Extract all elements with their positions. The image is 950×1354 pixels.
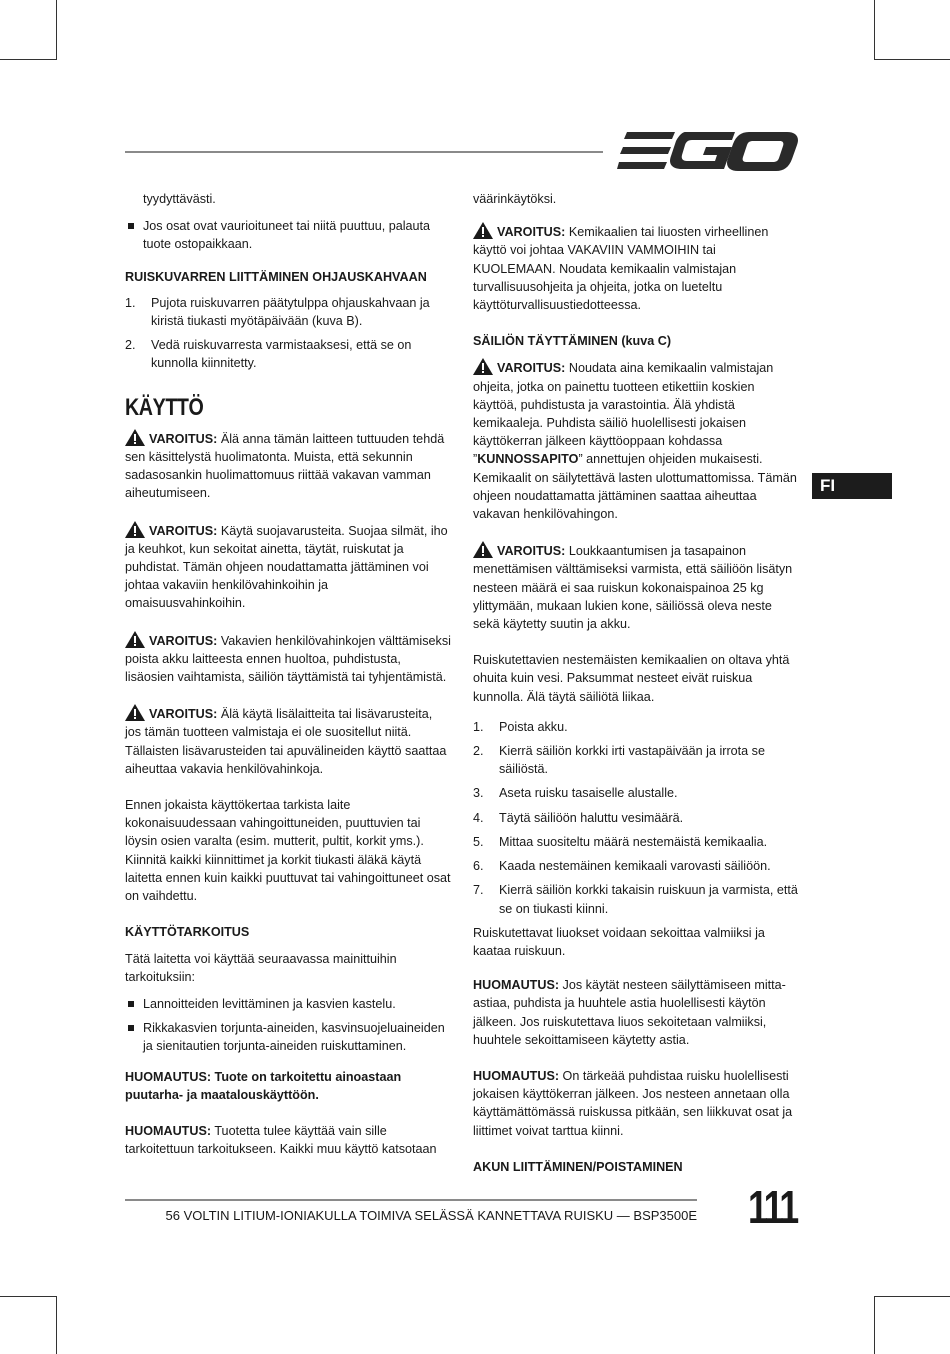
list-item [125, 294, 451, 330]
step-text: Pujota ruiskuvarren päätytulppa ohjauskahvaan ja kiristä tiukasti myötäpäivään (kuva B). [151, 295, 430, 329]
step-text: Poista akku. [499, 719, 568, 734]
list-item: Jos osat ovat vaurioituneet tai niitä puuttuu, palauta tuote ostopaikkaan. [125, 217, 451, 253]
note-text: On tärkeää puhdistaa ruisku huolellisesti jokaisen käyttökerran jälkeen. Jos nesteen annetaan olla käyttämättömässä ruiskussa pitkään, sen liikkuvat osat ja liittimet voivat tarttua kiinni. [473, 1068, 793, 1138]
step-number: 5. [473, 834, 484, 849]
note-block [125, 1068, 451, 1104]
list-item [473, 718, 799, 736]
warning-icon [125, 521, 145, 538]
step-text: Vedä ruiskuvarresta varmistaaksesi, että se on kunnolla kiinnitetty. [151, 338, 412, 371]
warning-block [125, 429, 451, 503]
step-number: 2. [473, 744, 484, 759]
crop-mark [874, 0, 875, 60]
paragraph: Ennen jokaista käyttökertaa tarkista laite kokonaisuudessaan vahingoittuneiden, puuttuvien tai löysin osien varalta (esim. mutterit, pultit, korkit yms.). Kiinnitä kaikki kiinnittimet ja korkit tiukasti äläkä käytä laitetta ennen kuin kaikki puuttuvat tai vahingoittuneet osat on vaihdettu. [125, 798, 451, 904]
language-tab: FI [812, 473, 892, 499]
step-number: 1. [473, 719, 484, 734]
paragraph: Ruiskutettavien nestemäisten kemikaalien on oltava yhtä ohuita kuin vesi. Paksummat nesteet eivät ruiskua kunnolla. Älä täytä säiliötä liikaa. [473, 653, 790, 704]
list-item [473, 742, 799, 778]
step-text: Aseta ruisku tasaiselle alustalle. [499, 786, 678, 801]
chapter-heading: KÄYTTÖ [125, 393, 204, 421]
note-label: HUOMAUTUS: [125, 1123, 212, 1138]
warning-block [473, 358, 799, 523]
warning-text: Noudata aina kemikaalin valmistajan ohjeita, jotka on painettu tuotteen etikettiin koskien käyttöä, puhdistusta ja varastointia. Älä yhdistä kemikaaleja. Puhdista säiliö huolellisesti jokaisen käyttökerran jälkeen käyttöoppaan kohdassa ” [473, 361, 774, 467]
footer-title: 56 VOLTIN LITIUM-IONIAKULLA TOIMIVA SELÄSSÄ KANNETTAVA RUISKU — BSP3500E [165, 1208, 697, 1223]
left-column [125, 190, 451, 1176]
step-text: Kierrä säiliön korkki irti vastapäivään ja irrota se säiliöstä. [499, 744, 765, 777]
warning-label: VAROITUS: [149, 431, 218, 446]
warning-block [473, 541, 799, 633]
continued-text: tyydyttävästi. [143, 192, 216, 206]
warning-label: VAROITUS: [149, 633, 218, 648]
step-number: 7. [473, 883, 484, 898]
footer-rule [125, 1199, 697, 1201]
list-item [473, 857, 799, 875]
warning-text: Loukkaantumisen ja tasapainon menettämisen välttämiseksi varmista, että säiliöön lisätyn nesteen määrä ei saa ruiskun kokonaispainoa 25 kg ylittymään, mukaan lukien kone, säiliössä oleva neste sekä käytetty suutin ja akku. [473, 544, 793, 632]
step-text: Kaada nestemäinen kemikaali varovasti säiliöön. [499, 859, 771, 874]
list-item [473, 809, 799, 827]
warning-icon [473, 358, 493, 375]
step-text: Mittaa suositeltu määrä nestemäistä kemikaalia. [499, 834, 768, 849]
crop-mark [0, 59, 57, 60]
crop-mark [56, 0, 57, 60]
warning-label: VAROITUS: [497, 544, 566, 559]
step-number: 3. [473, 786, 484, 801]
warning-block [125, 631, 451, 687]
note-block [473, 1067, 799, 1140]
warning-block [473, 222, 799, 314]
warning-icon [125, 429, 145, 446]
step-number: 4. [473, 810, 484, 825]
list-item [125, 336, 451, 372]
warning-text: Älä käytä lisälaitteita tai lisävarusteita, jos tämän tuotteen valmistaja ei ole suositellut niitä. Tällaisten lisävarusteiden tai apuvälineiden käyttö saattaa aiheuttaa vakavia henkilövahinkoja. [125, 707, 447, 776]
warning-label: VAROITUS: [497, 361, 566, 376]
ego-logo [617, 130, 799, 172]
warning-text: Älä anna tämän laitteen tuttuuden tehdä sen käsittelystä huolimatonta. Muista, että sekunnin sadasosankin huolimattomuus riittää vakavan vamman aiheutumiseen. [125, 431, 445, 501]
crop-mark [874, 1296, 875, 1354]
crop-mark [0, 1296, 57, 1297]
crop-mark [56, 1296, 57, 1354]
warning-label: VAROITUS: [149, 707, 218, 722]
note-label: HUOMAUTUS: [125, 1069, 212, 1084]
warning-text: Kemikaalien tai liuosten virheellinen käyttö voi johtaa VAKAVIIN VAMMOIHIN tai KUOLEMAAN. Noudata kemikaalin valmistajan turvallisuusohjeita ja ohjeita, jotka on lueteltu käyttöturvallisuustiedotteessa. [473, 225, 769, 313]
note-text: Tuotetta tulee käyttää vain sille tarkoitettuun tarkoitukseen. Kaikki muu käyttö katsotaan [125, 1123, 437, 1157]
warning-block [125, 521, 451, 613]
step-number: 1. [125, 295, 136, 310]
page-number: 111 [748, 1181, 797, 1233]
note-text: Jos käytät nesteen säilyttämiseen mitta-astiaa, puhdista ja huuhtele astia huolellisesti käytön jälkeen. Jos ruiskutettava liuos sekoitetaan valmiiksi, huuhtele sekoittamiseen käytetty astia. [473, 978, 786, 1047]
list-item: Rikkakasvien torjunta-aineiden, kasvinsuojeluaineiden ja sienitautien torjunta-aineiden ruiskuttaminen. [125, 1019, 451, 1055]
crop-mark [874, 1296, 950, 1297]
section-heading: SÄILIÖN TÄYTTÄMINEN (kuva C) [473, 334, 672, 349]
warning-icon [473, 222, 493, 239]
continued-text: väärinkäytöksi. [473, 192, 557, 206]
list-item: Lannoitteiden levittäminen ja kasvien kastelu. [125, 995, 451, 1013]
section-heading: RUISKUVARREN LIITTÄMINEN OHJAUSKAHVAAN [125, 269, 427, 284]
warning-text: ” annettujen ohjeiden mukaisesti. Kemikaalit on säilytettävä lasten ulottumattomissa. Tämän ohjeen noudattamatta jättäminen saattaa aiheuttaa vakavan henkilövahingon. [473, 452, 797, 522]
header-rule [125, 151, 603, 153]
note-block [125, 1122, 451, 1158]
step-text: Täytä säiliöön haluttu vesimäärä. [499, 810, 684, 825]
note-text: Tuote on tarkoitettu ainoastaan puutarha- ja maatalouskäyttöön. [125, 1069, 402, 1102]
step-text: Kierrä säiliön korkki takaisin ruiskuun ja varmista, että se on tiukasti kiinni. [499, 883, 798, 916]
warning-text: Vakavien henkilövahinkojen välttämiseksi poista akku laitteesta ennen huoltoa, puhdistusta, lisäosien vaihtamista, säiliön täyttämistä tai tyhjentämistä. [125, 633, 451, 685]
crop-mark [874, 59, 950, 60]
step-number: 6. [473, 859, 484, 874]
paragraph: Tätä laitetta voi käyttää seuraavassa mainittuihin tarkoituksiin: [125, 951, 397, 984]
warning-icon [125, 631, 145, 648]
warning-icon [473, 541, 493, 558]
note-block [473, 976, 799, 1049]
right-column [473, 190, 799, 1184]
warning-label: VAROITUS: [497, 225, 566, 240]
step-number: 2. [125, 338, 136, 353]
warning-text: Käytä suojavarusteita. Suojaa silmät, iho ja keuhkot, kun sekoitat ainetta, täytät, ruiskutat ja puhdistat. Tämän ohjeen noudattamatta jättäminen voi johtaa vakaviin henkilövahinkoihin ja omaisuusvahinkoihin. [125, 523, 448, 611]
warning-icon [125, 704, 145, 721]
note-label: HUOMAUTUS: [473, 1068, 560, 1083]
warning-emphasis: KUNNOSSAPITO [477, 452, 579, 467]
warning-label: VAROITUS: [149, 523, 218, 538]
section-heading: KÄYTTÖTARKOITUS [125, 925, 250, 940]
list-item [473, 784, 799, 802]
warning-block [125, 704, 451, 778]
paragraph: Ruiskutettavat liuokset voidaan sekoittaa valmiiksi ja kaataa ruiskuun. [473, 925, 765, 958]
list-item [473, 833, 799, 851]
section-heading: AKUN LIITTÄMINEN/POISTAMINEN [473, 1159, 683, 1174]
list-item [473, 881, 799, 917]
note-label: HUOMAUTUS: [473, 978, 560, 993]
